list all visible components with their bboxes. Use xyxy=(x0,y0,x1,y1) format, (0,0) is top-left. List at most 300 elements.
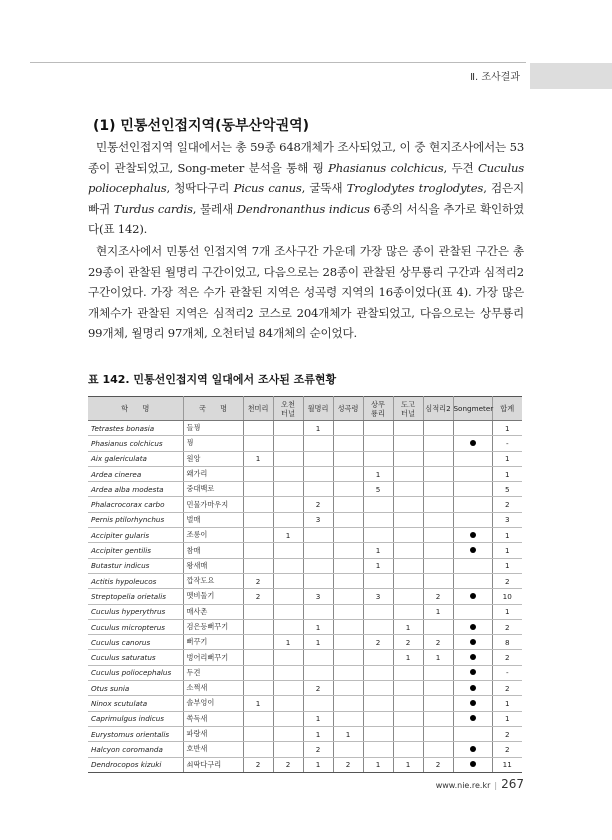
count-cell: 2 xyxy=(393,635,423,650)
songmeter-cell xyxy=(453,604,492,619)
column-header: 오천 터널 xyxy=(273,397,303,421)
songmeter-cell xyxy=(453,528,492,543)
korean-name-cell: 쏙독새 xyxy=(183,711,243,726)
songmeter-cell xyxy=(453,451,492,466)
count-cell xyxy=(423,528,453,543)
scientific-name: Phasianus colchicus xyxy=(328,160,444,175)
scientific-name-cell: Cuculus micropterus xyxy=(88,619,183,634)
paragraph-text: , 두견 xyxy=(443,160,478,175)
korean-name-cell: 꿩 xyxy=(183,436,243,451)
count-cell xyxy=(303,482,333,497)
count-cell xyxy=(363,665,393,680)
column-header: 월명리 xyxy=(303,397,333,421)
count-cell xyxy=(333,497,363,512)
korean-name-cell: 두견 xyxy=(183,665,243,680)
table-row xyxy=(88,528,522,543)
count-cell xyxy=(273,451,303,466)
count-cell: 2 xyxy=(243,589,273,604)
count-cell xyxy=(423,482,453,497)
table-row xyxy=(88,512,522,527)
count-cell xyxy=(333,681,363,696)
count-cell: 1 xyxy=(393,650,423,665)
paragraph-text: 민통선인접지역 일대에서는 총 59종 648개체가 조사되었고, 이 중 현지조사에서는 53종이 관찰되었고, Song-meter 분석을 통해 꿩 xyxy=(88,140,524,175)
count-cell xyxy=(423,742,453,757)
detected-dot-icon xyxy=(470,715,476,721)
count-cell xyxy=(273,696,303,711)
total-cell: 1 xyxy=(492,604,522,619)
count-cell xyxy=(393,528,423,543)
count-cell xyxy=(303,466,333,481)
korean-name-cell: 호반새 xyxy=(183,742,243,757)
count-cell xyxy=(243,711,273,726)
count-cell xyxy=(393,451,423,466)
count-cell xyxy=(243,528,273,543)
count-cell xyxy=(273,573,303,588)
count-cell xyxy=(393,466,423,481)
section-title: (1) 민통선인접지역(동부산악권역) xyxy=(93,118,310,134)
paragraph-text: , 굴뚝새 xyxy=(301,181,347,195)
table-row xyxy=(88,482,522,497)
total-cell: 5 xyxy=(492,482,522,497)
count-cell: 2 xyxy=(243,573,273,588)
column-header: 합계 xyxy=(492,397,522,421)
count-cell xyxy=(243,497,273,512)
table-row xyxy=(88,742,522,757)
count-cell xyxy=(303,604,333,619)
count-cell xyxy=(243,466,273,481)
count-cell xyxy=(333,543,363,558)
count-cell xyxy=(243,436,273,451)
count-cell xyxy=(393,681,423,696)
count-cell xyxy=(333,635,363,650)
count-cell xyxy=(333,421,363,436)
header-tab-block xyxy=(530,63,612,89)
count-cell: 1 xyxy=(363,558,393,573)
table-row xyxy=(88,665,522,680)
table-row xyxy=(88,497,522,512)
count-cell xyxy=(273,421,303,436)
total-cell: 2 xyxy=(492,497,522,512)
count-cell: 1 xyxy=(303,635,333,650)
scientific-name-cell: Phasianus colchicus xyxy=(88,436,183,451)
count-cell: 2 xyxy=(423,757,453,772)
count-cell xyxy=(243,558,273,573)
songmeter-cell xyxy=(453,696,492,711)
total-cell: 2 xyxy=(492,573,522,588)
table-row xyxy=(88,543,522,558)
songmeter-cell xyxy=(453,436,492,451)
songmeter-cell xyxy=(453,726,492,741)
count-cell xyxy=(243,665,273,680)
songmeter-cell xyxy=(453,573,492,588)
total-cell: 2 xyxy=(492,650,522,665)
scientific-name-cell: Accipiter gularis xyxy=(88,528,183,543)
detected-dot-icon xyxy=(470,532,476,538)
count-cell xyxy=(303,573,333,588)
table-row xyxy=(88,604,522,619)
detected-dot-icon xyxy=(470,440,476,446)
count-cell xyxy=(243,681,273,696)
count-cell: 1 xyxy=(303,421,333,436)
table-row xyxy=(88,421,522,436)
scientific-name-cell: Ninox scutulata xyxy=(88,696,183,711)
count-cell xyxy=(363,696,393,711)
scientific-name: Cuculus poliocephalus xyxy=(88,160,524,195)
total-cell: 1 xyxy=(492,558,522,573)
column-header: 도고 터널 xyxy=(393,397,423,421)
count-cell xyxy=(333,512,363,527)
total-cell: 1 xyxy=(492,711,522,726)
table-row xyxy=(88,726,522,741)
scientific-name-cell: Phalacrocorax carbo xyxy=(88,497,183,512)
detected-dot-icon xyxy=(470,654,476,660)
korean-name-cell: 솔부엉이 xyxy=(183,696,243,711)
count-cell: 1 xyxy=(333,726,363,741)
count-cell xyxy=(393,482,423,497)
total-cell: 2 xyxy=(492,619,522,634)
korean-name-cell: 원앙 xyxy=(183,451,243,466)
korean-name-cell: 깝작도요 xyxy=(183,573,243,588)
count-cell xyxy=(423,726,453,741)
count-cell xyxy=(273,726,303,741)
column-header: 성곡령 xyxy=(333,397,363,421)
count-cell xyxy=(333,451,363,466)
scientific-name-cell: Ardea alba modesta xyxy=(88,482,183,497)
count-cell xyxy=(363,681,393,696)
bird-survey-table xyxy=(88,396,522,773)
count-cell xyxy=(393,543,423,558)
scientific-name-cell: Dendrocopos kizuki xyxy=(88,757,183,772)
count-cell: 2 xyxy=(303,497,333,512)
songmeter-cell xyxy=(453,757,492,772)
songmeter-cell xyxy=(453,421,492,436)
count-cell: 2 xyxy=(423,635,453,650)
count-cell xyxy=(333,482,363,497)
count-cell xyxy=(273,665,303,680)
page-footer xyxy=(436,773,524,792)
count-cell xyxy=(363,604,393,619)
page-number: 267 xyxy=(501,777,524,791)
count-cell: 1 xyxy=(393,619,423,634)
count-cell xyxy=(273,650,303,665)
count-cell xyxy=(423,619,453,634)
scientific-name-cell: Ardea cinerea xyxy=(88,466,183,481)
scientific-name-cell: Cuculus poliocephalus xyxy=(88,665,183,680)
scientific-name-cell: Caprimulgus indicus xyxy=(88,711,183,726)
korean-name-cell: 파랑새 xyxy=(183,726,243,741)
detected-dot-icon xyxy=(470,547,476,553)
count-cell xyxy=(423,512,453,527)
table-row xyxy=(88,711,522,726)
count-cell: 2 xyxy=(303,742,333,757)
count-cell xyxy=(273,466,303,481)
total-cell: 2 xyxy=(492,681,522,696)
korean-name-cell: 중대백로 xyxy=(183,482,243,497)
count-cell xyxy=(273,436,303,451)
korean-name-cell: 벙어리뻐꾸기 xyxy=(183,650,243,665)
count-cell xyxy=(363,650,393,665)
total-cell: 10 xyxy=(492,589,522,604)
table-row xyxy=(88,650,522,665)
count-cell: 1 xyxy=(303,711,333,726)
count-cell: 1 xyxy=(303,757,333,772)
total-cell: 3 xyxy=(492,512,522,527)
column-header: 천미리 xyxy=(243,397,273,421)
songmeter-cell xyxy=(453,635,492,650)
count-cell: 1 xyxy=(303,619,333,634)
total-cell: 1 xyxy=(492,421,522,436)
count-cell xyxy=(423,665,453,680)
column-header: Songmeter xyxy=(453,397,492,421)
detected-dot-icon xyxy=(470,624,476,630)
count-cell xyxy=(333,436,363,451)
count-cell: 1 xyxy=(363,757,393,772)
count-cell: 1 xyxy=(243,696,273,711)
count-cell xyxy=(393,421,423,436)
korean-name-cell: 검은등뻐꾸기 xyxy=(183,619,243,634)
count-cell xyxy=(243,482,273,497)
total-cell: 1 xyxy=(492,543,522,558)
count-cell xyxy=(243,604,273,619)
total-cell: 11 xyxy=(492,757,522,772)
paragraph-2: 현지조사에서 민통선 인접지역 7개 조사구간 가운데 가장 많은 종이 관찰된 구간은 총 29종이 관찰된 월명리 구간이었고, 다음으로는 28종이 관찰된 상무룡리 구간과 심적리2 구간이었다. 가장 적은 수가 관찰된 지역은 성곡령 지역의 16종이었다(표 4). 가장 많은 개체수가 관찰된 지역은 심적리2 코스로 204개체가 관찰되었고, 다음으로는 상무룡리 99개체, 월명리 97개체, 오천터널 84개체의 순이었다. xyxy=(88,244,524,340)
count-cell xyxy=(363,451,393,466)
count-cell xyxy=(273,619,303,634)
scientific-name-cell: Halcyon coromanda xyxy=(88,742,183,757)
korean-name-cell: 들꿩 xyxy=(183,421,243,436)
count-cell xyxy=(333,711,363,726)
count-cell xyxy=(243,619,273,634)
paragraph-1 xyxy=(88,137,524,240)
table-row xyxy=(88,696,522,711)
count-cell: 2 xyxy=(303,681,333,696)
count-cell xyxy=(393,711,423,726)
count-cell xyxy=(423,451,453,466)
count-cell: 1 xyxy=(273,528,303,543)
count-cell xyxy=(243,650,273,665)
scientific-name-cell: Otus sunia xyxy=(88,681,183,696)
table-row xyxy=(88,681,522,696)
column-header: 학 명 xyxy=(88,397,183,421)
scientific-name-cell: Pernis ptilorhynchus xyxy=(88,512,183,527)
count-cell xyxy=(273,482,303,497)
count-cell xyxy=(243,421,273,436)
count-cell xyxy=(333,558,363,573)
scientific-name-cell: Eurystomus orientalis xyxy=(88,726,183,741)
songmeter-cell xyxy=(453,497,492,512)
table-row xyxy=(88,757,522,772)
count-cell xyxy=(273,681,303,696)
paragraph-text: , 물레새 xyxy=(192,201,237,216)
detected-dot-icon xyxy=(470,685,476,691)
chapter-header: Ⅱ. 조사결과 xyxy=(470,72,520,83)
scientific-name-cell: Butastur indicus xyxy=(88,558,183,573)
count-cell: 1 xyxy=(303,726,333,741)
count-cell: 1 xyxy=(363,543,393,558)
scientific-name-cell: Cuculus canorus xyxy=(88,635,183,650)
scientific-name: Turdus cardis xyxy=(113,201,193,216)
count-cell xyxy=(243,543,273,558)
count-cell: 2 xyxy=(363,635,393,650)
count-cell: 3 xyxy=(363,589,393,604)
count-cell xyxy=(363,711,393,726)
count-cell: 2 xyxy=(273,757,303,772)
count-cell xyxy=(363,726,393,741)
count-cell xyxy=(393,512,423,527)
songmeter-cell xyxy=(453,619,492,634)
paragraph-text: , 청딱다구리 xyxy=(166,181,234,195)
count-cell xyxy=(333,619,363,634)
korean-name-cell: 소쩍새 xyxy=(183,681,243,696)
scientific-name: Picus canus xyxy=(233,181,302,195)
count-cell xyxy=(393,573,423,588)
detected-dot-icon xyxy=(470,669,476,675)
count-cell xyxy=(393,436,423,451)
table-caption: 표 142. 민통선인접지역 일대에서 조사된 조류현황 xyxy=(88,373,337,386)
count-cell xyxy=(333,742,363,757)
count-cell xyxy=(273,589,303,604)
count-cell xyxy=(303,696,333,711)
count-cell: 3 xyxy=(303,589,333,604)
count-cell xyxy=(333,665,363,680)
table-row xyxy=(88,635,522,650)
count-cell: 2 xyxy=(423,589,453,604)
count-cell: 1 xyxy=(423,604,453,619)
korean-name-cell: 참매 xyxy=(183,543,243,558)
count-cell xyxy=(273,711,303,726)
count-cell xyxy=(333,604,363,619)
count-cell: 1 xyxy=(243,451,273,466)
detected-dot-icon xyxy=(470,761,476,767)
detected-dot-icon xyxy=(470,746,476,752)
scientific-name-cell: Actitis hypoleucos xyxy=(88,573,183,588)
table-row xyxy=(88,573,522,588)
songmeter-cell xyxy=(453,665,492,680)
count-cell xyxy=(393,497,423,512)
count-cell xyxy=(303,543,333,558)
korean-name-cell: 왜가리 xyxy=(183,466,243,481)
count-cell xyxy=(363,436,393,451)
scientific-name-cell: Accipiter gentilis xyxy=(88,543,183,558)
scientific-name: Troglodytes troglodytes xyxy=(346,181,484,195)
count-cell xyxy=(273,512,303,527)
detected-dot-icon xyxy=(470,593,476,599)
count-cell xyxy=(363,573,393,588)
count-cell xyxy=(393,726,423,741)
count-cell xyxy=(243,742,273,757)
total-cell: 1 xyxy=(492,451,522,466)
count-cell xyxy=(423,543,453,558)
total-cell: - xyxy=(492,436,522,451)
count-cell xyxy=(333,528,363,543)
count-cell xyxy=(423,421,453,436)
header-rule xyxy=(30,62,526,63)
scientific-name-cell: Cuculus saturatus xyxy=(88,650,183,665)
songmeter-cell xyxy=(453,558,492,573)
scientific-name-cell: Tetrastes bonasia xyxy=(88,421,183,436)
count-cell xyxy=(333,589,363,604)
paragraph-text: 6종의 서식을 추가로 확인하였다(표 142). xyxy=(88,201,524,236)
total-cell: 2 xyxy=(492,742,522,757)
scientific-name-cell: Cuculus hyperythrus xyxy=(88,604,183,619)
songmeter-cell xyxy=(453,742,492,757)
table-row xyxy=(88,619,522,634)
songmeter-cell xyxy=(453,543,492,558)
count-cell xyxy=(423,558,453,573)
table-header-row xyxy=(88,397,522,421)
count-cell xyxy=(393,742,423,757)
count-cell xyxy=(243,512,273,527)
korean-name-cell: 민물가마우지 xyxy=(183,497,243,512)
count-cell xyxy=(423,696,453,711)
scientific-name: Dendronanthus indicus xyxy=(236,201,370,216)
count-cell xyxy=(273,604,303,619)
count-cell: 2 xyxy=(243,757,273,772)
count-cell: 1 xyxy=(363,466,393,481)
count-cell xyxy=(423,436,453,451)
count-cell xyxy=(363,619,393,634)
detected-dot-icon xyxy=(470,639,476,645)
songmeter-cell xyxy=(453,589,492,604)
count-cell xyxy=(273,497,303,512)
count-cell xyxy=(273,543,303,558)
count-cell xyxy=(303,528,333,543)
count-cell xyxy=(333,573,363,588)
count-cell xyxy=(333,650,363,665)
footer-url[interactable]: www.nie.re.kr xyxy=(435,781,491,790)
count-cell xyxy=(423,573,453,588)
count-cell xyxy=(393,665,423,680)
total-cell: - xyxy=(492,665,522,680)
footer-separator: | xyxy=(494,781,498,790)
korean-name-cell: 벌매 xyxy=(183,512,243,527)
korean-name-cell: 멧비둘기 xyxy=(183,589,243,604)
songmeter-cell xyxy=(453,482,492,497)
count-cell xyxy=(393,589,423,604)
count-cell: 1 xyxy=(423,650,453,665)
songmeter-cell xyxy=(453,512,492,527)
table-row xyxy=(88,589,522,604)
total-cell: 1 xyxy=(492,528,522,543)
paragraph-text: , 검은지빠귀 xyxy=(88,181,524,216)
count-cell: 3 xyxy=(303,512,333,527)
count-cell xyxy=(423,466,453,481)
count-cell xyxy=(363,528,393,543)
count-cell xyxy=(303,436,333,451)
column-header: 상무 룡리 xyxy=(363,397,393,421)
count-cell xyxy=(363,497,393,512)
count-cell xyxy=(423,711,453,726)
total-cell: 1 xyxy=(492,696,522,711)
total-cell: 2 xyxy=(492,726,522,741)
korean-name-cell: 뻐꾸기 xyxy=(183,635,243,650)
count-cell xyxy=(363,512,393,527)
table-row xyxy=(88,451,522,466)
column-header: 심적리2 xyxy=(423,397,453,421)
total-cell: 8 xyxy=(492,635,522,650)
songmeter-cell xyxy=(453,681,492,696)
count-cell xyxy=(393,696,423,711)
count-cell xyxy=(303,451,333,466)
detected-dot-icon xyxy=(470,700,476,706)
table-row xyxy=(88,558,522,573)
count-cell xyxy=(363,742,393,757)
count-cell xyxy=(303,650,333,665)
count-cell xyxy=(393,604,423,619)
songmeter-cell xyxy=(453,650,492,665)
table-row xyxy=(88,466,522,481)
count-cell xyxy=(273,742,303,757)
